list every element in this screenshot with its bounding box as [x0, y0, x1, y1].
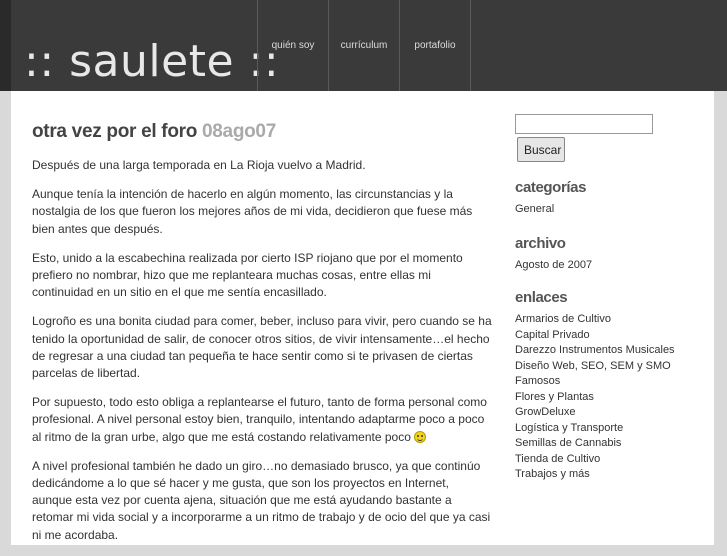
post-paragraph: Después de una larga temporada en La Rioja vuelvo a Madrid. [32, 158, 366, 172]
link-item[interactable]: Darezzo Instrumentos Musicales [515, 344, 675, 356]
post-paragraph: A nivel profesional también he dado un giro…no demasiado brusco, ya que continúo dedicándome a lo que sé hacer y me gusta, que son los proyectos en Internet, aunque esta vez por cuenta ajena, situación que me está ayudando bastante a retomar mi vida social y a incorporarme a un ritmo de trabajo y de ocio del que ya casi ni me acordaba. [32, 458, 491, 542]
post-paragraph-text: Por supuesto, todo esto obliga a replantearse el futuro, tanto de forma personal como profesional. A nivel personal estoy bien, tranquilo, intentando adaptarme poco a poco al ritmo de la gran urbe, algo que me está costando relativamente poco [32, 395, 487, 444]
link-item[interactable]: Logística y Transporte [515, 421, 624, 434]
post-title[interactable]: otra vez por el foro [32, 121, 198, 142]
search-input[interactable] [515, 114, 653, 134]
link-item[interactable]: Tienda de Cultivo [515, 452, 601, 465]
page-content [11, 91, 714, 545]
link-item[interactable]: Semillas de Cannabis [515, 437, 622, 449]
link-item[interactable]: Armarios de Cultivo [515, 313, 611, 325]
post [32, 121, 492, 556]
smiley-wink-icon [414, 431, 426, 443]
link-item[interactable]: Famosos [515, 375, 561, 387]
category-link[interactable]: General [515, 203, 555, 215]
link-item[interactable]: GrowDeluxe [515, 406, 576, 418]
nav-portafolio[interactable]: portafolio [399, 0, 471, 91]
search-button[interactable]: Buscar [517, 137, 565, 162]
header-edge [0, 0, 11, 91]
archive-section [515, 235, 705, 274]
post-paragraph: Esto, unido a la escabechina realizada por cierto ISP riojano que por el momento prefiero no nombrar, hizo que me replanteara muchas cosas, entre ellas mi continuidad en un sitio en el que me sentía encasillado. [32, 250, 463, 300]
main-nav [257, 0, 471, 91]
archive-list [515, 258, 705, 274]
categories-heading: categorías [515, 179, 587, 196]
link-item[interactable]: Capital Privado [515, 328, 590, 341]
post-paragraph-with-smiley [32, 394, 492, 446]
link-item[interactable]: Diseño Web, SEO, SEM y SMO [515, 359, 671, 372]
post-date: 08ago07 [202, 121, 276, 142]
site-header [0, 0, 727, 91]
links-section [515, 289, 705, 483]
categories-section [515, 179, 705, 218]
links-list [515, 312, 705, 483]
link-item[interactable]: Trabajos y más [515, 468, 590, 480]
nav-curriculum[interactable]: currículum [328, 0, 399, 91]
post-paragraph: Logroño es una bonita ciudad para comer, beber, incluso para vivir, pero cuando se ha tenido la oportunidad de salir, de conocer otros sitios, de vivir intensamente…el hecho de regresar a una ciudad tan pequeña te hace sentir como si te privasen de ciertas parcelas de libertad. [32, 314, 492, 381]
link-item[interactable]: Flores y Plantas [515, 390, 594, 403]
archive-heading: archivo [515, 234, 566, 252]
categories-list [515, 202, 705, 218]
links-heading: enlaces [515, 289, 568, 306]
archive-link[interactable]: Agosto de 2007 [515, 258, 593, 271]
post-title-heading [32, 121, 492, 143]
sidebar [515, 114, 705, 483]
nav-quien-soy[interactable]: quién soy [257, 0, 328, 91]
post-paragraph: Aunque tenía la intención de hacerlo en algún momento, las circunstancias y la nostalgia de los que fueron los mejores años de mi vida, decidieron que fuese más bien antes que después. [32, 187, 473, 236]
site-logo[interactable]: :: saulete :: [24, 36, 280, 87]
